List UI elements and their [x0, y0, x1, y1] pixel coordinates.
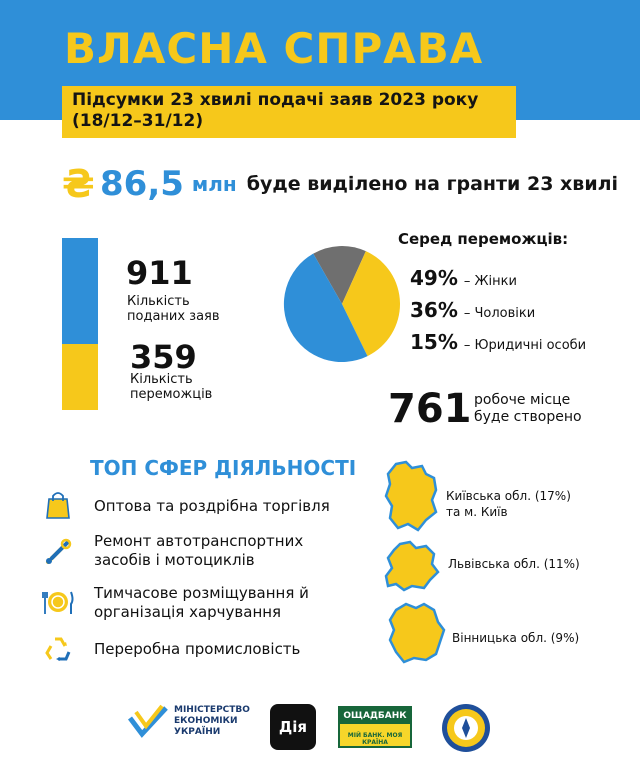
ministry-logo: МІНІСТЕРСТВО ЕКОНОМІКИ УКРАЇНИ	[128, 704, 250, 738]
region-label-lviv: Львівська обл. (11%)	[448, 557, 580, 571]
plate-cutlery-icon	[42, 586, 74, 618]
pie-svg	[282, 244, 402, 364]
legend-pct: 15%	[410, 330, 458, 354]
employment-service-seal	[440, 702, 492, 754]
grant-text: буде виділено на гранти 23 хвилі	[246, 173, 619, 195]
sector-item: Ремонт автотранспортних засобів і мотоциклів	[94, 532, 304, 569]
ministry-check-icon	[128, 704, 168, 738]
winners-pie-chart	[282, 244, 402, 364]
subtitle-line-1: Підсумки 23 хвилі подачі заяв 2023 року	[72, 90, 479, 110]
jobs-label: робоче місце буде створено	[474, 392, 582, 425]
winners-count: 359	[130, 338, 197, 376]
applications-bar-blue	[62, 238, 98, 344]
grant-unit: млн	[191, 172, 237, 196]
lviv-region-map	[382, 540, 440, 592]
winners-bar-yellow	[62, 344, 98, 410]
region-label-kyiv: Київська обл. (17%) та м. Київ	[446, 489, 571, 519]
legend-label: – Жінки	[463, 274, 517, 289]
subtitle-box	[62, 86, 516, 138]
legend-row-men	[410, 298, 535, 322]
region-label-vinnytsia: Вінницька обл. (9%)	[452, 631, 580, 645]
kyiv-region-map	[382, 460, 442, 532]
jobs-count: 761	[388, 386, 472, 432]
vinnytsia-region-map	[386, 600, 446, 664]
winners-title: Серед переможців:	[398, 230, 569, 248]
winners-label: Кількість переможців	[130, 372, 213, 402]
shopping-bag-icon	[42, 488, 74, 520]
legend-pct: 49%	[410, 266, 458, 290]
grant-amount: 86,5	[100, 164, 184, 204]
recycle-icon	[42, 634, 74, 666]
legend-row-women	[410, 266, 517, 290]
submitted-label: Кількість поданих заяв	[127, 294, 220, 324]
sector-item: Тимчасове розміщування й організація харчування	[94, 584, 309, 621]
sector-item: Переробна промисловість	[94, 640, 301, 658]
oschadbank-logo: ОЩАДБАНК МІЙ БАНК. МОЯ КРАЇНА	[338, 706, 412, 748]
diya-logo: Дія	[270, 704, 316, 750]
submitted-count: 911	[126, 254, 193, 292]
grant-row	[62, 160, 618, 208]
subtitle-line-2: (18/12–31/12)	[72, 111, 204, 131]
page-title: ВЛАСНА СПРАВА	[64, 24, 484, 73]
sector-item: Оптова та роздрібна торгівля	[94, 497, 330, 515]
sectors-title: ТОП СФЕР ДІЯЛЬНОСТІ	[90, 456, 357, 480]
legend-pct: 36%	[410, 298, 458, 322]
legend-label: – Юридичні особи	[463, 338, 587, 353]
tools-icon	[42, 536, 74, 568]
legend-row-legal-entities	[410, 330, 586, 354]
legend-label: – Чоловіки	[463, 306, 536, 321]
hryvnia-icon: ₴	[62, 162, 95, 206]
